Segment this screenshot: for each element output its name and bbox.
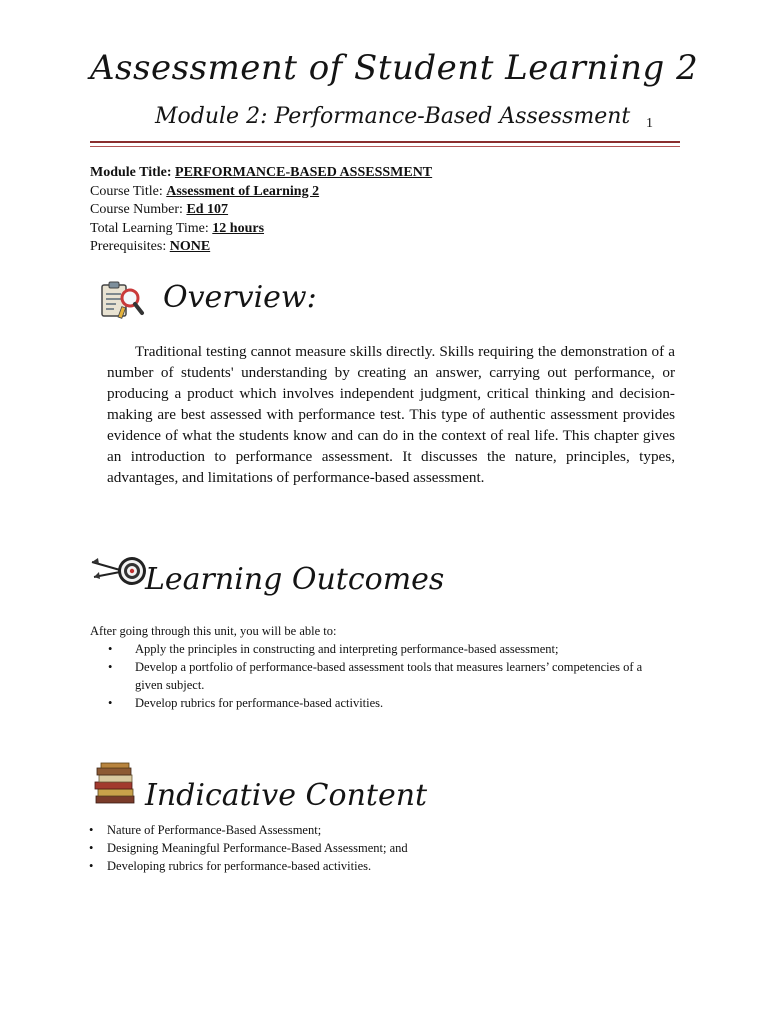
document-title: Assessment of Student Learning 2 — [90, 48, 699, 88]
course-number-label: Course Number: — [90, 202, 187, 217]
outcomes-list — [108, 640, 655, 712]
bullet-icon: • — [108, 660, 113, 674]
module-title-value: PERFORMANCE-BASED ASSESSMENT — [175, 165, 433, 180]
course-title-value: Assessment of Learning 2 — [166, 183, 320, 199]
list-item — [89, 821, 647, 839]
outcomes-heading: Learning Outcomes — [145, 562, 445, 597]
bullet-icon: • — [108, 696, 113, 710]
prerequisites-row — [90, 238, 432, 257]
bullet-icon: • — [89, 823, 94, 837]
learning-time-label: Total Learning Time: — [90, 220, 213, 236]
course-title-label: Course Title: — [90, 183, 167, 199]
module-title-row — [90, 164, 432, 183]
book-stack-icon — [92, 762, 138, 806]
bullet-icon: • — [89, 841, 94, 855]
page-number: 1 — [646, 116, 653, 131]
bullet-icon: • — [89, 859, 94, 873]
list-item — [108, 694, 655, 712]
learning-time-row — [90, 220, 432, 239]
list-item — [89, 857, 647, 875]
overview-paragraph: Traditional testing cannot measure skills directly. Skills requiring the demonstration of a number of students' understanding by creating an answer, carrying out performance, or producing a product which involves independent judgment, critical thinking and decision-making are best assessed with performance test. This type of authentic assessment provides evidence of what the students know and can do in the context of real life. This chapter gives an introduction to performance assessment. It discusses the nature, principles, types, advantages, and limitations of performance-based assessment. — [107, 343, 675, 486]
outcomes-intro: After going through this unit, you will be able to: — [90, 624, 337, 638]
indicative-content-heading: Indicative Content — [145, 778, 428, 813]
list-item — [89, 839, 647, 857]
list-item — [108, 640, 655, 658]
course-number-value: Ed 107 — [186, 202, 229, 217]
indicative-content-list — [89, 821, 647, 875]
outcome-text: Develop a portfolio of performance-based assessment tools that measures learners’ competencies of a given subject. — [135, 660, 643, 692]
header-rule — [90, 141, 680, 143]
content-text: Nature of Performance-Based Assessment; — [107, 823, 322, 837]
learning-time-value: 12 hours — [212, 220, 265, 236]
module-title-label: Module Title: — [90, 165, 176, 180]
outcome-text: Apply the principles in constructing and interpreting performance-based assessment; — [135, 642, 559, 656]
prerequisites-value: NONE — [169, 239, 211, 254]
overview-heading: Overview: — [163, 280, 317, 315]
outcome-text: Develop rubrics for performance-based activities. — [135, 696, 384, 710]
course-title-row — [90, 183, 432, 202]
header-rule-thin — [90, 146, 680, 147]
module-subtitle: Module 2: Performance-Based Assessment — [155, 104, 631, 129]
module-meta — [90, 164, 432, 257]
clipboard-magnifier-icon — [100, 280, 148, 320]
prerequisites-label: Prerequisites: — [90, 239, 170, 254]
bullet-icon: • — [108, 642, 113, 656]
course-number-row — [90, 201, 432, 220]
content-text: Developing rubrics for performance-based activities. — [107, 859, 372, 873]
list-item — [108, 658, 655, 694]
content-text: Designing Meaningful Performance-Based Assessment; and — [107, 841, 408, 855]
dartboard-icon — [90, 553, 148, 587]
